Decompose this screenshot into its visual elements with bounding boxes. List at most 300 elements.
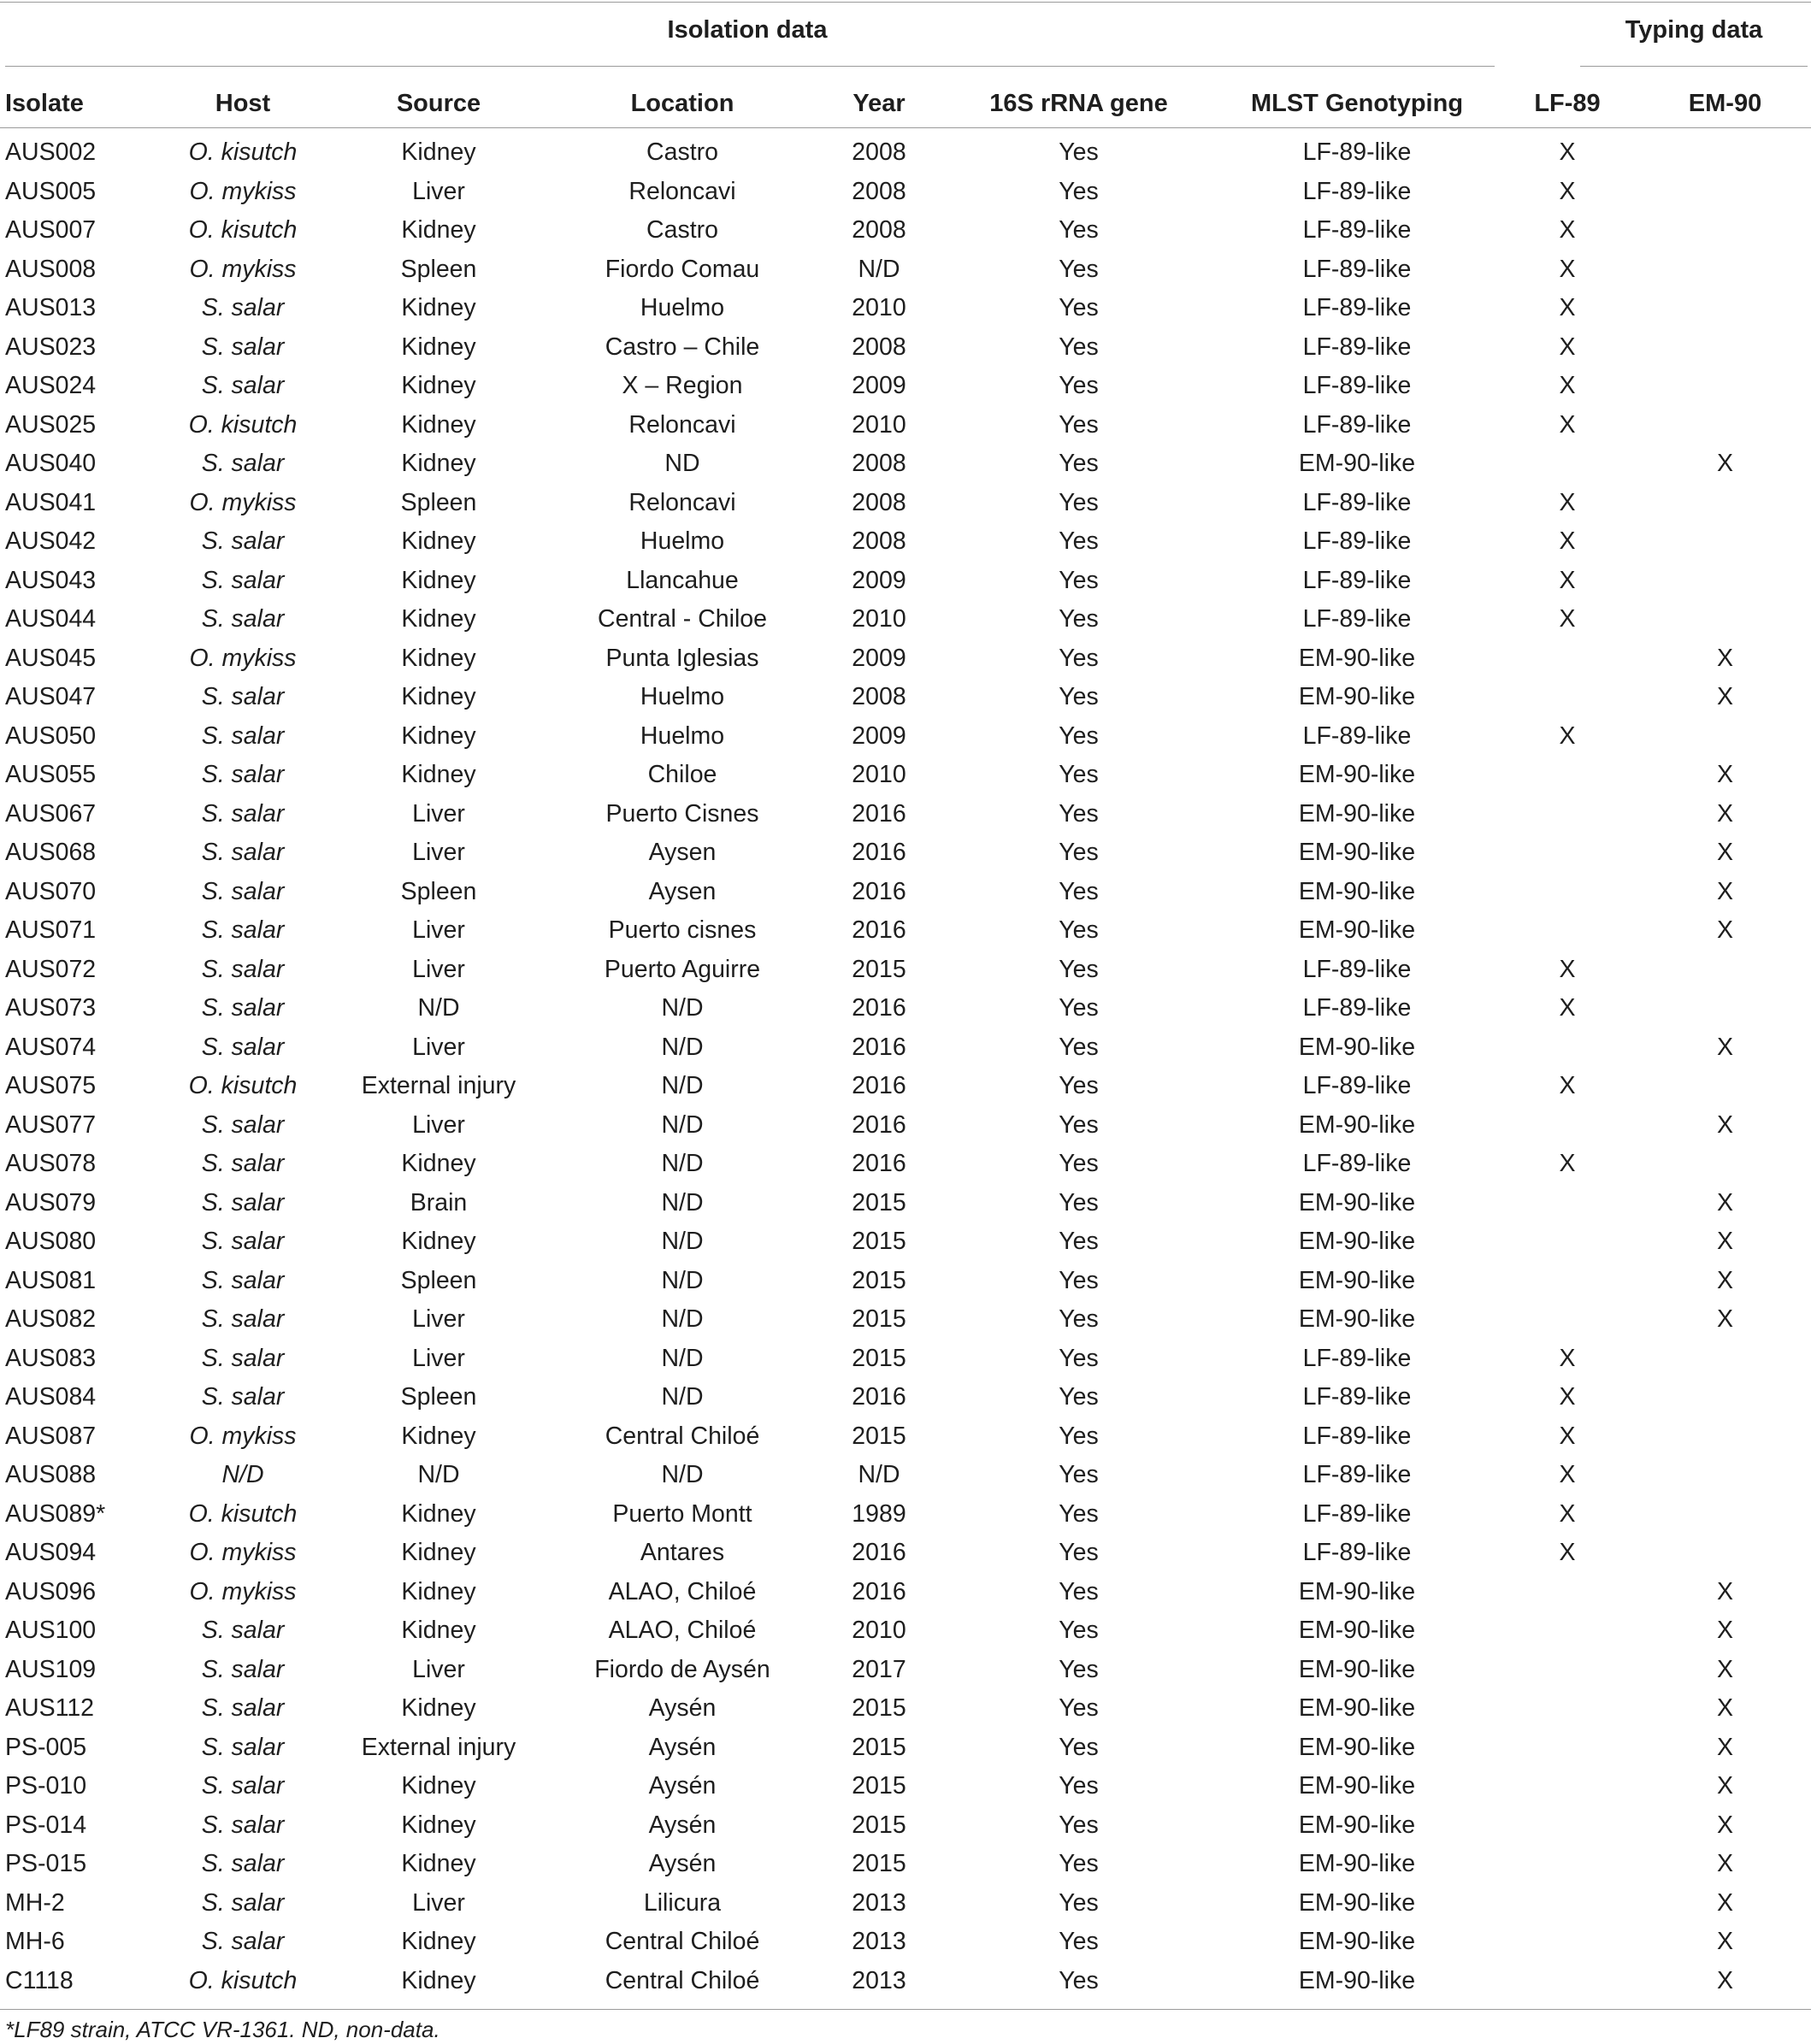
lf89-cell: X — [1559, 138, 1576, 167]
source-cell: Spleen — [400, 1266, 477, 1294]
16s-cell: Yes — [1059, 1266, 1099, 1294]
isolate-cell: AUS024 — [5, 372, 97, 400]
em90-cell: X — [1716, 761, 1733, 789]
location-cell: Central Chiloé — [605, 1966, 760, 1994]
year-cell: 2016 — [852, 1383, 906, 1411]
16s-cell: Yes — [1059, 566, 1099, 594]
mlst-cell: EM-90-like — [1298, 1966, 1416, 1994]
isolate-cell: AUS007 — [5, 216, 97, 244]
year-cell: N/D — [858, 255, 900, 283]
host-cell: O. mykiss — [189, 255, 297, 283]
lf89-cell — [1495, 678, 1639, 717]
isolates-table — [0, 79, 1811, 2000]
isolate-cell: AUS078 — [5, 1150, 97, 1178]
column-header-row — [0, 79, 1811, 128]
16s-cell: Yes — [1059, 839, 1099, 867]
host-cell: S. salar — [201, 1888, 285, 1917]
em90-cell — [1639, 1145, 1811, 1184]
table-row — [0, 1923, 1811, 1962]
source-cell: Liver — [412, 177, 465, 205]
host-cell: S. salar — [201, 1617, 285, 1645]
lf89-cell: X — [1559, 605, 1576, 633]
host-cell: S. salar — [201, 877, 285, 905]
year-cell: 2015 — [852, 1188, 906, 1216]
source-cell: Kidney — [401, 644, 476, 672]
year-cell: 2015 — [852, 1733, 906, 1761]
isolate-cell: AUS071 — [5, 916, 97, 945]
lf89-cell — [1495, 1300, 1639, 1340]
year-cell: 2013 — [852, 1966, 906, 1994]
em90-cell: X — [1716, 1110, 1733, 1139]
column-header-em90: EM-90 — [1688, 89, 1762, 117]
isolate-cell: AUS112 — [5, 1694, 95, 1723]
isolate-cell: AUS067 — [5, 799, 97, 828]
year-cell: 2008 — [852, 488, 906, 516]
lf89-cell: X — [1559, 372, 1576, 400]
table-row — [0, 1417, 1811, 1457]
mlst-cell: EM-90-like — [1298, 1928, 1416, 1956]
mlst-cell: EM-90-like — [1298, 916, 1416, 945]
table-row — [0, 173, 1811, 212]
host-cell: S. salar — [201, 1655, 285, 1683]
location-cell: Castro – Chile — [605, 333, 760, 361]
source-cell: Liver — [412, 955, 465, 983]
lf89-cell: X — [1559, 1150, 1576, 1178]
em90-cell — [1639, 1417, 1811, 1457]
table-row — [0, 289, 1811, 328]
lf89-cell: X — [1559, 1499, 1576, 1528]
year-cell: 2016 — [852, 1033, 906, 1061]
source-cell: Liver — [412, 839, 465, 867]
host-cell: S. salar — [201, 333, 285, 361]
16s-cell: Yes — [1059, 1228, 1099, 1256]
mlst-cell: LF-89-like — [1302, 527, 1412, 556]
lf89-cell — [1495, 1262, 1639, 1301]
source-cell: Kidney — [401, 372, 476, 400]
em90-cell: X — [1716, 1966, 1733, 1994]
host-cell: S. salar — [201, 450, 285, 478]
source-cell: Kidney — [401, 1577, 476, 1605]
isolate-cell: AUS077 — [5, 1110, 97, 1139]
table-row — [0, 1456, 1811, 1495]
year-cell: 2010 — [852, 294, 906, 322]
mlst-cell: LF-89-like — [1302, 333, 1412, 361]
16s-cell: Yes — [1059, 255, 1099, 283]
mlst-cell: LF-89-like — [1302, 177, 1412, 205]
year-cell: 2009 — [852, 566, 906, 594]
source-cell: Kidney — [401, 1150, 476, 1178]
year-cell: 2015 — [852, 1772, 906, 1800]
16s-cell: Yes — [1059, 372, 1099, 400]
year-cell: 2009 — [852, 722, 906, 750]
lf89-cell — [1495, 834, 1639, 873]
source-cell: Liver — [412, 916, 465, 945]
host-cell: O. mykiss — [189, 1422, 297, 1450]
location-cell: N/D — [661, 1305, 704, 1334]
em90-cell: X — [1716, 450, 1733, 478]
16s-cell: Yes — [1059, 1033, 1099, 1061]
em90-cell — [1639, 562, 1811, 601]
location-cell: N/D — [661, 1072, 704, 1100]
lf89-cell: X — [1559, 294, 1576, 322]
host-cell: O. kisutch — [188, 1966, 298, 1994]
location-cell: Reloncavi — [628, 177, 736, 205]
table-row — [0, 989, 1811, 1028]
table-row — [0, 1300, 1811, 1340]
isolate-cell: AUS075 — [5, 1072, 97, 1100]
location-cell: Aysén — [648, 1772, 717, 1800]
source-cell: Kidney — [401, 1228, 476, 1256]
source-cell: Spleen — [400, 255, 477, 283]
table-row — [0, 1340, 1811, 1379]
host-cell: N/D — [221, 1461, 264, 1489]
source-cell: Kidney — [401, 1966, 476, 1994]
source-cell: Kidney — [401, 216, 476, 244]
lf89-cell: X — [1559, 566, 1576, 594]
16s-cell: Yes — [1059, 1188, 1099, 1216]
year-cell: 2010 — [852, 605, 906, 633]
source-cell: Brain — [410, 1188, 468, 1216]
location-cell: Aysén — [648, 1811, 717, 1839]
table-row — [0, 1106, 1811, 1146]
source-cell: Kidney — [401, 1850, 476, 1878]
16s-cell: Yes — [1059, 333, 1099, 361]
mlst-cell: EM-90-like — [1298, 877, 1416, 905]
mlst-cell: LF-89-like — [1302, 1383, 1412, 1411]
mlst-cell: EM-90-like — [1298, 1694, 1416, 1723]
year-cell: 2016 — [852, 1110, 906, 1139]
16s-cell: Yes — [1059, 450, 1099, 478]
host-cell: S. salar — [201, 916, 285, 945]
lf89-cell — [1495, 1923, 1639, 1962]
table-row — [0, 445, 1811, 484]
mlst-cell: LF-89-like — [1302, 216, 1412, 244]
location-cell: N/D — [661, 1033, 704, 1061]
em90-cell — [1639, 328, 1811, 368]
isolate-cell: AUS042 — [5, 527, 97, 556]
mlst-cell: EM-90-like — [1298, 450, 1416, 478]
mlst-cell: EM-90-like — [1298, 1772, 1416, 1800]
host-cell: S. salar — [201, 1850, 285, 1878]
16s-cell: Yes — [1059, 644, 1099, 672]
em90-cell: X — [1716, 644, 1733, 672]
lf89-cell: X — [1559, 1539, 1576, 1567]
em90-cell — [1639, 173, 1811, 212]
host-cell: O. mykiss — [189, 177, 297, 205]
em90-cell: X — [1716, 1617, 1733, 1645]
source-cell: Liver — [412, 1033, 465, 1061]
year-cell: 2009 — [852, 372, 906, 400]
isolate-cell: AUS081 — [5, 1266, 97, 1294]
mlst-cell: EM-90-like — [1298, 644, 1416, 672]
table-row — [0, 678, 1811, 717]
year-cell: 2010 — [852, 761, 906, 789]
em90-cell: X — [1716, 1228, 1733, 1256]
host-cell: O. mykiss — [189, 644, 297, 672]
isolate-cell: AUS005 — [5, 177, 97, 205]
mlst-cell: EM-90-like — [1298, 799, 1416, 828]
host-cell: S. salar — [201, 1228, 285, 1256]
mlst-cell: EM-90-like — [1298, 1110, 1416, 1139]
source-cell: Liver — [412, 1110, 465, 1139]
host-cell: S. salar — [201, 1150, 285, 1178]
host-cell: S. salar — [201, 1033, 285, 1061]
lf89-cell: X — [1559, 994, 1576, 1022]
16s-cell: Yes — [1059, 1150, 1099, 1178]
em90-cell — [1639, 211, 1811, 250]
em90-cell: X — [1716, 1888, 1733, 1917]
table-row — [0, 1729, 1811, 1768]
isolate-cell: MH-6 — [5, 1928, 65, 1956]
source-cell: Kidney — [401, 566, 476, 594]
isolate-cell: AUS002 — [5, 138, 97, 167]
mlst-cell: EM-90-like — [1298, 1305, 1416, 1334]
mlst-cell: EM-90-like — [1298, 683, 1416, 711]
lf89-cell: X — [1559, 410, 1576, 439]
16s-cell: Yes — [1059, 1110, 1099, 1139]
location-cell: Puerto Cisnes — [605, 799, 759, 828]
location-cell: Chiloe — [647, 761, 717, 789]
16s-cell: Yes — [1059, 1305, 1099, 1334]
table-row — [0, 1845, 1811, 1884]
location-cell: Aysén — [648, 1694, 717, 1723]
mlst-cell: EM-90-like — [1298, 761, 1416, 789]
em90-cell: X — [1716, 1811, 1733, 1839]
year-cell: 2013 — [852, 1888, 906, 1917]
host-cell: S. salar — [201, 1344, 285, 1372]
isolate-cell: AUS045 — [5, 644, 97, 672]
location-cell: Fiordo Comau — [605, 255, 760, 283]
source-cell: Kidney — [401, 294, 476, 322]
isolate-cell: AUS025 — [5, 410, 97, 439]
host-cell: S. salar — [201, 799, 285, 828]
em90-cell — [1639, 1495, 1811, 1534]
year-cell: 2015 — [852, 1228, 906, 1256]
table-row — [0, 1145, 1811, 1184]
mlst-cell: LF-89-like — [1302, 994, 1412, 1022]
em90-cell: X — [1716, 1772, 1733, 1800]
source-cell: Kidney — [401, 605, 476, 633]
16s-cell: Yes — [1059, 488, 1099, 516]
lf89-cell — [1495, 1573, 1639, 1612]
em90-cell: X — [1716, 1655, 1733, 1683]
host-cell: O. kisutch — [188, 1072, 298, 1100]
em90-cell: X — [1716, 1928, 1733, 1956]
isolate-cell: AUS074 — [5, 1033, 97, 1061]
mlst-cell: LF-89-like — [1302, 1499, 1412, 1528]
isolate-cell: AUS041 — [5, 488, 97, 516]
mlst-cell: LF-89-like — [1302, 294, 1412, 322]
em90-cell — [1639, 1378, 1811, 1417]
lf89-cell: X — [1559, 1383, 1576, 1411]
16s-cell: Yes — [1059, 955, 1099, 983]
lf89-cell — [1495, 1729, 1639, 1768]
source-cell: Liver — [412, 1305, 465, 1334]
location-cell: Lilicura — [643, 1888, 722, 1917]
year-cell: 2008 — [852, 138, 906, 167]
source-cell: Liver — [412, 1888, 465, 1917]
lf89-cell — [1495, 1222, 1639, 1262]
year-cell: 2016 — [852, 1577, 906, 1605]
source-cell: Kidney — [401, 1928, 476, 1956]
location-cell: Central Chiloé — [605, 1928, 760, 1956]
mlst-cell: EM-90-like — [1298, 1228, 1416, 1256]
year-cell: 2015 — [852, 1266, 906, 1294]
mlst-cell: EM-90-like — [1298, 1888, 1416, 1917]
isolate-cell: AUS050 — [5, 722, 97, 750]
year-cell: 2010 — [852, 1617, 906, 1645]
source-cell: Kidney — [401, 138, 476, 167]
em90-cell: X — [1716, 916, 1733, 945]
16s-cell: Yes — [1059, 1577, 1099, 1605]
host-cell: S. salar — [201, 1383, 285, 1411]
mlst-cell: EM-90-like — [1298, 1655, 1416, 1683]
isolate-cell: AUS109 — [5, 1655, 97, 1683]
column-header-lf89: LF-89 — [1534, 89, 1601, 117]
isolate-cell: AUS096 — [5, 1577, 97, 1605]
mlst-cell: LF-89-like — [1302, 1422, 1412, 1450]
source-cell: External injury — [361, 1072, 516, 1100]
location-cell: X – Region — [622, 372, 743, 400]
lf89-cell — [1495, 1845, 1639, 1884]
location-cell: Reloncavi — [628, 488, 736, 516]
16s-cell: Yes — [1059, 138, 1099, 167]
16s-cell: Yes — [1059, 1888, 1099, 1917]
location-cell: N/D — [661, 1461, 704, 1489]
mlst-cell: EM-90-like — [1298, 1033, 1416, 1061]
16s-cell: Yes — [1059, 683, 1099, 711]
table-row — [0, 1884, 1811, 1923]
source-cell: Spleen — [400, 1383, 477, 1411]
em90-cell: X — [1716, 1850, 1733, 1878]
source-cell: Liver — [412, 1344, 465, 1372]
source-cell: Spleen — [400, 488, 477, 516]
table-row — [0, 834, 1811, 873]
host-cell: S. salar — [201, 566, 285, 594]
em90-cell — [1639, 289, 1811, 328]
location-cell: Puerto Aguirre — [604, 955, 761, 983]
lf89-cell — [1495, 1884, 1639, 1923]
table-row — [0, 1806, 1811, 1846]
location-cell: Castro — [646, 138, 718, 167]
location-cell: N/D — [661, 1188, 704, 1216]
lf89-cell — [1495, 1962, 1639, 2001]
host-cell: S. salar — [201, 294, 285, 322]
year-cell: 2008 — [852, 527, 906, 556]
isolate-cell: AUS094 — [5, 1539, 97, 1567]
em90-cell: X — [1716, 683, 1733, 711]
isolate-cell: AUS047 — [5, 683, 97, 711]
mlst-cell: LF-89-like — [1302, 566, 1412, 594]
column-header-source: Source — [396, 89, 481, 117]
location-cell: Huelmo — [640, 683, 725, 711]
mlst-cell: EM-90-like — [1298, 1617, 1416, 1645]
mlst-cell: EM-90-like — [1298, 1188, 1416, 1216]
16s-cell: Yes — [1059, 216, 1099, 244]
location-cell: N/D — [661, 1266, 704, 1294]
table-row — [0, 367, 1811, 406]
mlst-cell: EM-90-like — [1298, 1850, 1416, 1878]
mlst-cell: LF-89-like — [1302, 138, 1412, 167]
host-cell: O. kisutch — [188, 410, 298, 439]
isolate-cell: AUS072 — [5, 955, 97, 983]
lf89-cell — [1495, 1689, 1639, 1729]
isolate-cell: AUS068 — [5, 839, 97, 867]
host-cell: S. salar — [201, 605, 285, 633]
isolate-cell: AUS008 — [5, 255, 97, 283]
16s-cell: Yes — [1059, 1655, 1099, 1683]
isolate-cell: AUS013 — [5, 294, 97, 322]
host-cell: O. mykiss — [189, 488, 297, 516]
isolate-cell: AUS088 — [5, 1461, 97, 1489]
table-row — [0, 639, 1811, 679]
host-cell: S. salar — [201, 761, 285, 789]
isolate-cell: AUS070 — [5, 877, 97, 905]
isolate-cell: PS-005 — [5, 1733, 87, 1761]
lf89-cell: X — [1559, 333, 1576, 361]
16s-cell: Yes — [1059, 1694, 1099, 1723]
host-cell: O. kisutch — [188, 138, 298, 167]
column-header-year: Year — [852, 89, 906, 117]
16s-cell: Yes — [1059, 1461, 1099, 1489]
mlst-cell: LF-89-like — [1302, 372, 1412, 400]
location-cell: ND — [664, 450, 700, 478]
year-cell: 1989 — [852, 1499, 906, 1528]
em90-cell — [1639, 1456, 1811, 1495]
year-cell: 2008 — [852, 333, 906, 361]
year-cell: 2010 — [852, 410, 906, 439]
lf89-cell: X — [1559, 255, 1576, 283]
isolate-cell: C1118 — [5, 1966, 74, 1994]
16s-cell: Yes — [1059, 1344, 1099, 1372]
16s-cell: Yes — [1059, 294, 1099, 322]
source-cell: Kidney — [401, 1811, 476, 1839]
em90-cell: X — [1716, 1266, 1733, 1294]
location-cell: Central - Chiloe — [598, 605, 767, 633]
16s-cell: Yes — [1059, 1539, 1099, 1567]
isolate-cell: PS-014 — [5, 1811, 87, 1839]
mlst-cell: LF-89-like — [1302, 410, 1412, 439]
source-cell: Liver — [412, 799, 465, 828]
location-cell: N/D — [661, 1344, 704, 1372]
source-cell: Kidney — [401, 333, 476, 361]
lf89-cell — [1495, 873, 1639, 912]
lf89-cell — [1495, 911, 1639, 951]
table-row — [0, 562, 1811, 601]
isolate-cell: AUS080 — [5, 1228, 97, 1256]
em90-cell: X — [1716, 1033, 1733, 1061]
16s-cell: Yes — [1059, 1733, 1099, 1761]
source-cell: Kidney — [401, 1499, 476, 1528]
location-cell: Aysén — [648, 1850, 717, 1878]
table-row — [0, 1767, 1811, 1806]
table-row — [0, 211, 1811, 250]
host-cell: S. salar — [201, 1110, 285, 1139]
year-cell: 2015 — [852, 1694, 906, 1723]
em90-cell: X — [1716, 877, 1733, 905]
table-row — [0, 717, 1811, 757]
year-cell: 2015 — [852, 1422, 906, 1450]
em90-cell: X — [1716, 1577, 1733, 1605]
isolate-cell: AUS082 — [5, 1305, 97, 1334]
em90-cell: X — [1716, 1188, 1733, 1216]
isolate-cell: AUS100 — [5, 1617, 97, 1645]
source-cell: Spleen — [400, 877, 477, 905]
table-row — [0, 795, 1811, 834]
lf89-cell — [1495, 1611, 1639, 1651]
column-header-location: Location — [630, 89, 734, 117]
year-cell: 2008 — [852, 216, 906, 244]
